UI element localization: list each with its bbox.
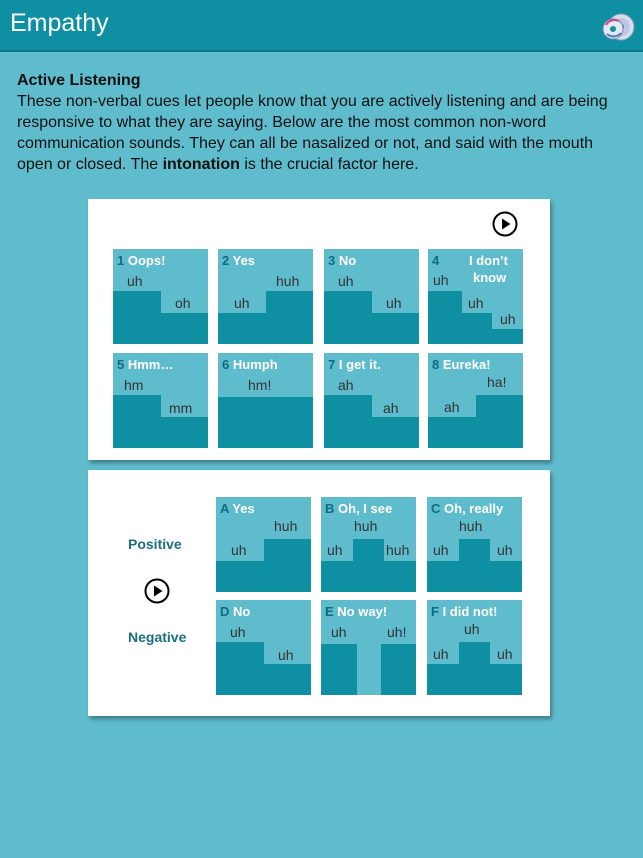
sound-word: oh xyxy=(175,295,191,311)
sound-word: uh xyxy=(386,295,402,311)
intro-text xyxy=(17,70,629,175)
pitch-bar xyxy=(264,664,311,695)
pitch-bar xyxy=(218,313,266,344)
sound-card-b[interactable] xyxy=(321,497,416,592)
pitch-bar xyxy=(384,561,416,592)
play-icon[interactable] xyxy=(144,578,170,604)
card-title: 8 Eureka! xyxy=(432,357,491,372)
card-title: F I did not! xyxy=(431,604,498,619)
pitch-bar xyxy=(321,644,357,695)
pitch-bar xyxy=(216,642,264,695)
sound-word: hm! xyxy=(248,377,272,393)
pitch-bar xyxy=(428,291,462,344)
pitch-bar xyxy=(113,291,161,344)
page-title: Empathy xyxy=(10,9,109,37)
pitch-bar xyxy=(490,561,522,592)
pitch-bar xyxy=(353,539,384,592)
pitch-bar xyxy=(324,291,372,344)
intro-body-1: These non-verbal cues let people know that you are actively listening and are being responsive to what they are saying. Below are the most common non-word communication sounds. They can all be nasalized or not, and said with the mouth open or closed. The xyxy=(17,93,608,173)
sound-word: uh xyxy=(338,273,354,289)
card-title: 2 Yes xyxy=(222,253,256,268)
pitch-bar xyxy=(321,561,353,592)
sounds-panel xyxy=(88,199,550,460)
sound-card-4[interactable] xyxy=(428,249,523,344)
sound-card-c[interactable] xyxy=(427,497,522,592)
sound-word: huh xyxy=(386,542,410,558)
sound-card-6[interactable] xyxy=(218,353,313,448)
sound-word: uh xyxy=(278,647,294,663)
card-title: 7 I get it. xyxy=(328,357,381,372)
card-title: D No xyxy=(220,604,251,619)
pitch-bar xyxy=(427,664,459,695)
sound-word: uh xyxy=(433,542,449,558)
sound-word: uh! xyxy=(387,624,407,640)
positive-label: Positive xyxy=(128,536,182,552)
card-title-line2: know xyxy=(473,270,507,285)
sound-word: ha! xyxy=(487,374,507,390)
pitch-bar xyxy=(462,313,492,344)
sound-word: mm xyxy=(169,400,193,416)
pitch-bar xyxy=(372,313,419,344)
pitch-bar xyxy=(381,644,416,695)
pitch-bar xyxy=(218,397,313,448)
section-heading: Active Listening xyxy=(17,72,141,89)
sound-card-2[interactable] xyxy=(218,249,313,344)
pitch-bar xyxy=(324,395,372,448)
card-title: 6 Humph xyxy=(222,357,278,372)
play-icon[interactable] xyxy=(492,211,518,237)
sound-word: uh xyxy=(331,624,347,640)
pitch-bar xyxy=(427,561,459,592)
sound-word: uh xyxy=(127,273,143,289)
card-title: 3 No xyxy=(328,253,357,268)
pitch-bar xyxy=(266,291,313,344)
card-title: B Oh, I see xyxy=(325,501,393,516)
sound-card-5[interactable] xyxy=(113,353,208,448)
pitch-bar xyxy=(490,664,522,695)
sound-word: huh xyxy=(274,518,298,534)
sound-word: uh xyxy=(497,542,513,558)
pitch-bar xyxy=(161,313,208,344)
sound-card-7[interactable] xyxy=(324,353,419,448)
sound-card-f[interactable] xyxy=(427,600,522,695)
sound-card-e[interactable] xyxy=(321,600,416,695)
negative-label: Negative xyxy=(128,629,187,645)
pitch-bar xyxy=(264,539,311,592)
sound-word: uh xyxy=(327,542,343,558)
pitch-bar xyxy=(459,642,490,695)
sound-word: ah xyxy=(444,399,460,415)
sound-word: uh xyxy=(230,624,246,640)
sound-word: ah xyxy=(383,400,399,416)
card-title-line1: I don’t xyxy=(469,253,508,268)
pitch-bar xyxy=(161,417,208,448)
pitch-bar xyxy=(372,417,419,448)
sound-word: uh xyxy=(497,646,513,662)
disc-icon[interactable] xyxy=(601,9,635,43)
intro-body-2: is the crucial factor here. xyxy=(239,156,419,173)
card-title: 1 Oops! xyxy=(117,253,166,268)
sound-card-1[interactable] xyxy=(113,249,208,344)
sound-word: uh xyxy=(231,542,247,558)
sound-word: uh xyxy=(234,295,250,311)
pitch-bar xyxy=(113,395,161,448)
intonation-panel xyxy=(88,470,550,716)
pitch-bar xyxy=(476,395,523,448)
sound-word: huh xyxy=(354,518,378,534)
sound-word: uh xyxy=(500,311,516,327)
sound-word: uh xyxy=(433,646,449,662)
sound-card-8[interactable] xyxy=(428,353,523,448)
sound-card-d[interactable] xyxy=(216,600,311,695)
intro-bold-word: intonation xyxy=(162,156,240,173)
sound-word: huh xyxy=(459,518,483,534)
card-title: 4 xyxy=(432,253,440,268)
sound-word: hm xyxy=(124,377,144,393)
sound-card-a[interactable] xyxy=(216,497,311,592)
sound-word: uh xyxy=(468,295,484,311)
app-header xyxy=(0,0,643,52)
pitch-bar xyxy=(459,539,490,592)
sound-word: ah xyxy=(338,377,354,393)
sound-word: uh xyxy=(433,272,449,288)
sound-word: uh xyxy=(464,621,480,637)
card-title: E No way! xyxy=(325,604,388,619)
pitch-bar xyxy=(216,561,264,592)
card-title: C Oh, really xyxy=(431,501,504,516)
card-title: A Yes xyxy=(220,501,255,516)
pitch-bar xyxy=(428,417,476,448)
sound-word: huh xyxy=(276,273,300,289)
pitch-bar xyxy=(492,329,523,344)
card-title: 5 Hmm… xyxy=(117,357,174,372)
sound-card-3[interactable] xyxy=(324,249,419,344)
